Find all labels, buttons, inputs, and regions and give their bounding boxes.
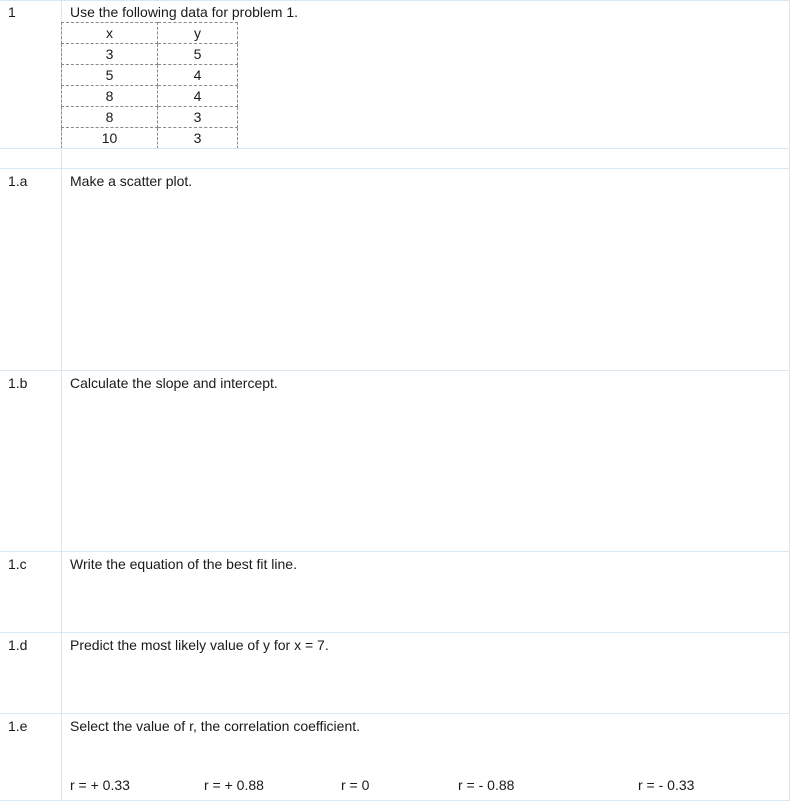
table-row: [62, 107, 238, 128]
part-question: Predict the most likely value of y for x = 7.: [70, 637, 329, 653]
cell-y: 5: [158, 44, 238, 65]
part-label: 1.c: [8, 556, 27, 572]
cell-y: 3: [158, 107, 238, 128]
choice-r-neg-088[interactable]: r = - 0.88: [458, 777, 515, 793]
choice-r-neg-033[interactable]: r = - 0.33: [638, 777, 695, 793]
cell-x: 10: [62, 128, 158, 149]
cell-x: 8: [62, 86, 158, 107]
header-x: x: [62, 23, 158, 44]
part-label: 1.b: [8, 375, 28, 391]
cell-x: 8: [62, 107, 158, 128]
choice-r-zero[interactable]: r = 0: [341, 777, 370, 793]
part-row-1a: [0, 168, 790, 371]
header-y: y: [158, 23, 238, 44]
part-row-1b: [0, 370, 790, 552]
part-label: 1.a: [8, 173, 28, 189]
part-question: Make a scatter plot.: [70, 173, 193, 189]
cell-y: 4: [158, 86, 238, 107]
table-row: [62, 65, 238, 86]
part-label: 1.d: [8, 637, 28, 653]
table-row: [62, 86, 238, 107]
data-table: [61, 22, 238, 149]
problem-intro: Use the following data for problem 1.: [70, 4, 299, 20]
cell-x: 5: [62, 65, 158, 86]
choice-r-pos-033[interactable]: r = + 0.33: [70, 777, 130, 793]
part-row-1c: [0, 551, 790, 633]
part-question: Select the value of r, the correlation coefficient.: [70, 718, 361, 734]
part-question: Calculate the slope and intercept.: [70, 375, 278, 391]
problem-row: [0, 0, 790, 149]
part-row-1d: [0, 632, 790, 714]
table-row: [62, 128, 238, 149]
cell-y: 3: [158, 128, 238, 149]
part-label: 1.e: [8, 718, 28, 734]
table-row: [62, 44, 238, 65]
cell-x: 3: [62, 44, 158, 65]
problem-number: 1: [8, 4, 16, 20]
spacer-row: [0, 148, 790, 169]
r-choices: [0, 777, 790, 797]
choice-r-pos-088[interactable]: r = + 0.88: [204, 777, 264, 793]
part-question: Write the equation of the best fit line.: [70, 556, 297, 572]
table-header-row: [62, 23, 238, 44]
cell-y: 4: [158, 65, 238, 86]
